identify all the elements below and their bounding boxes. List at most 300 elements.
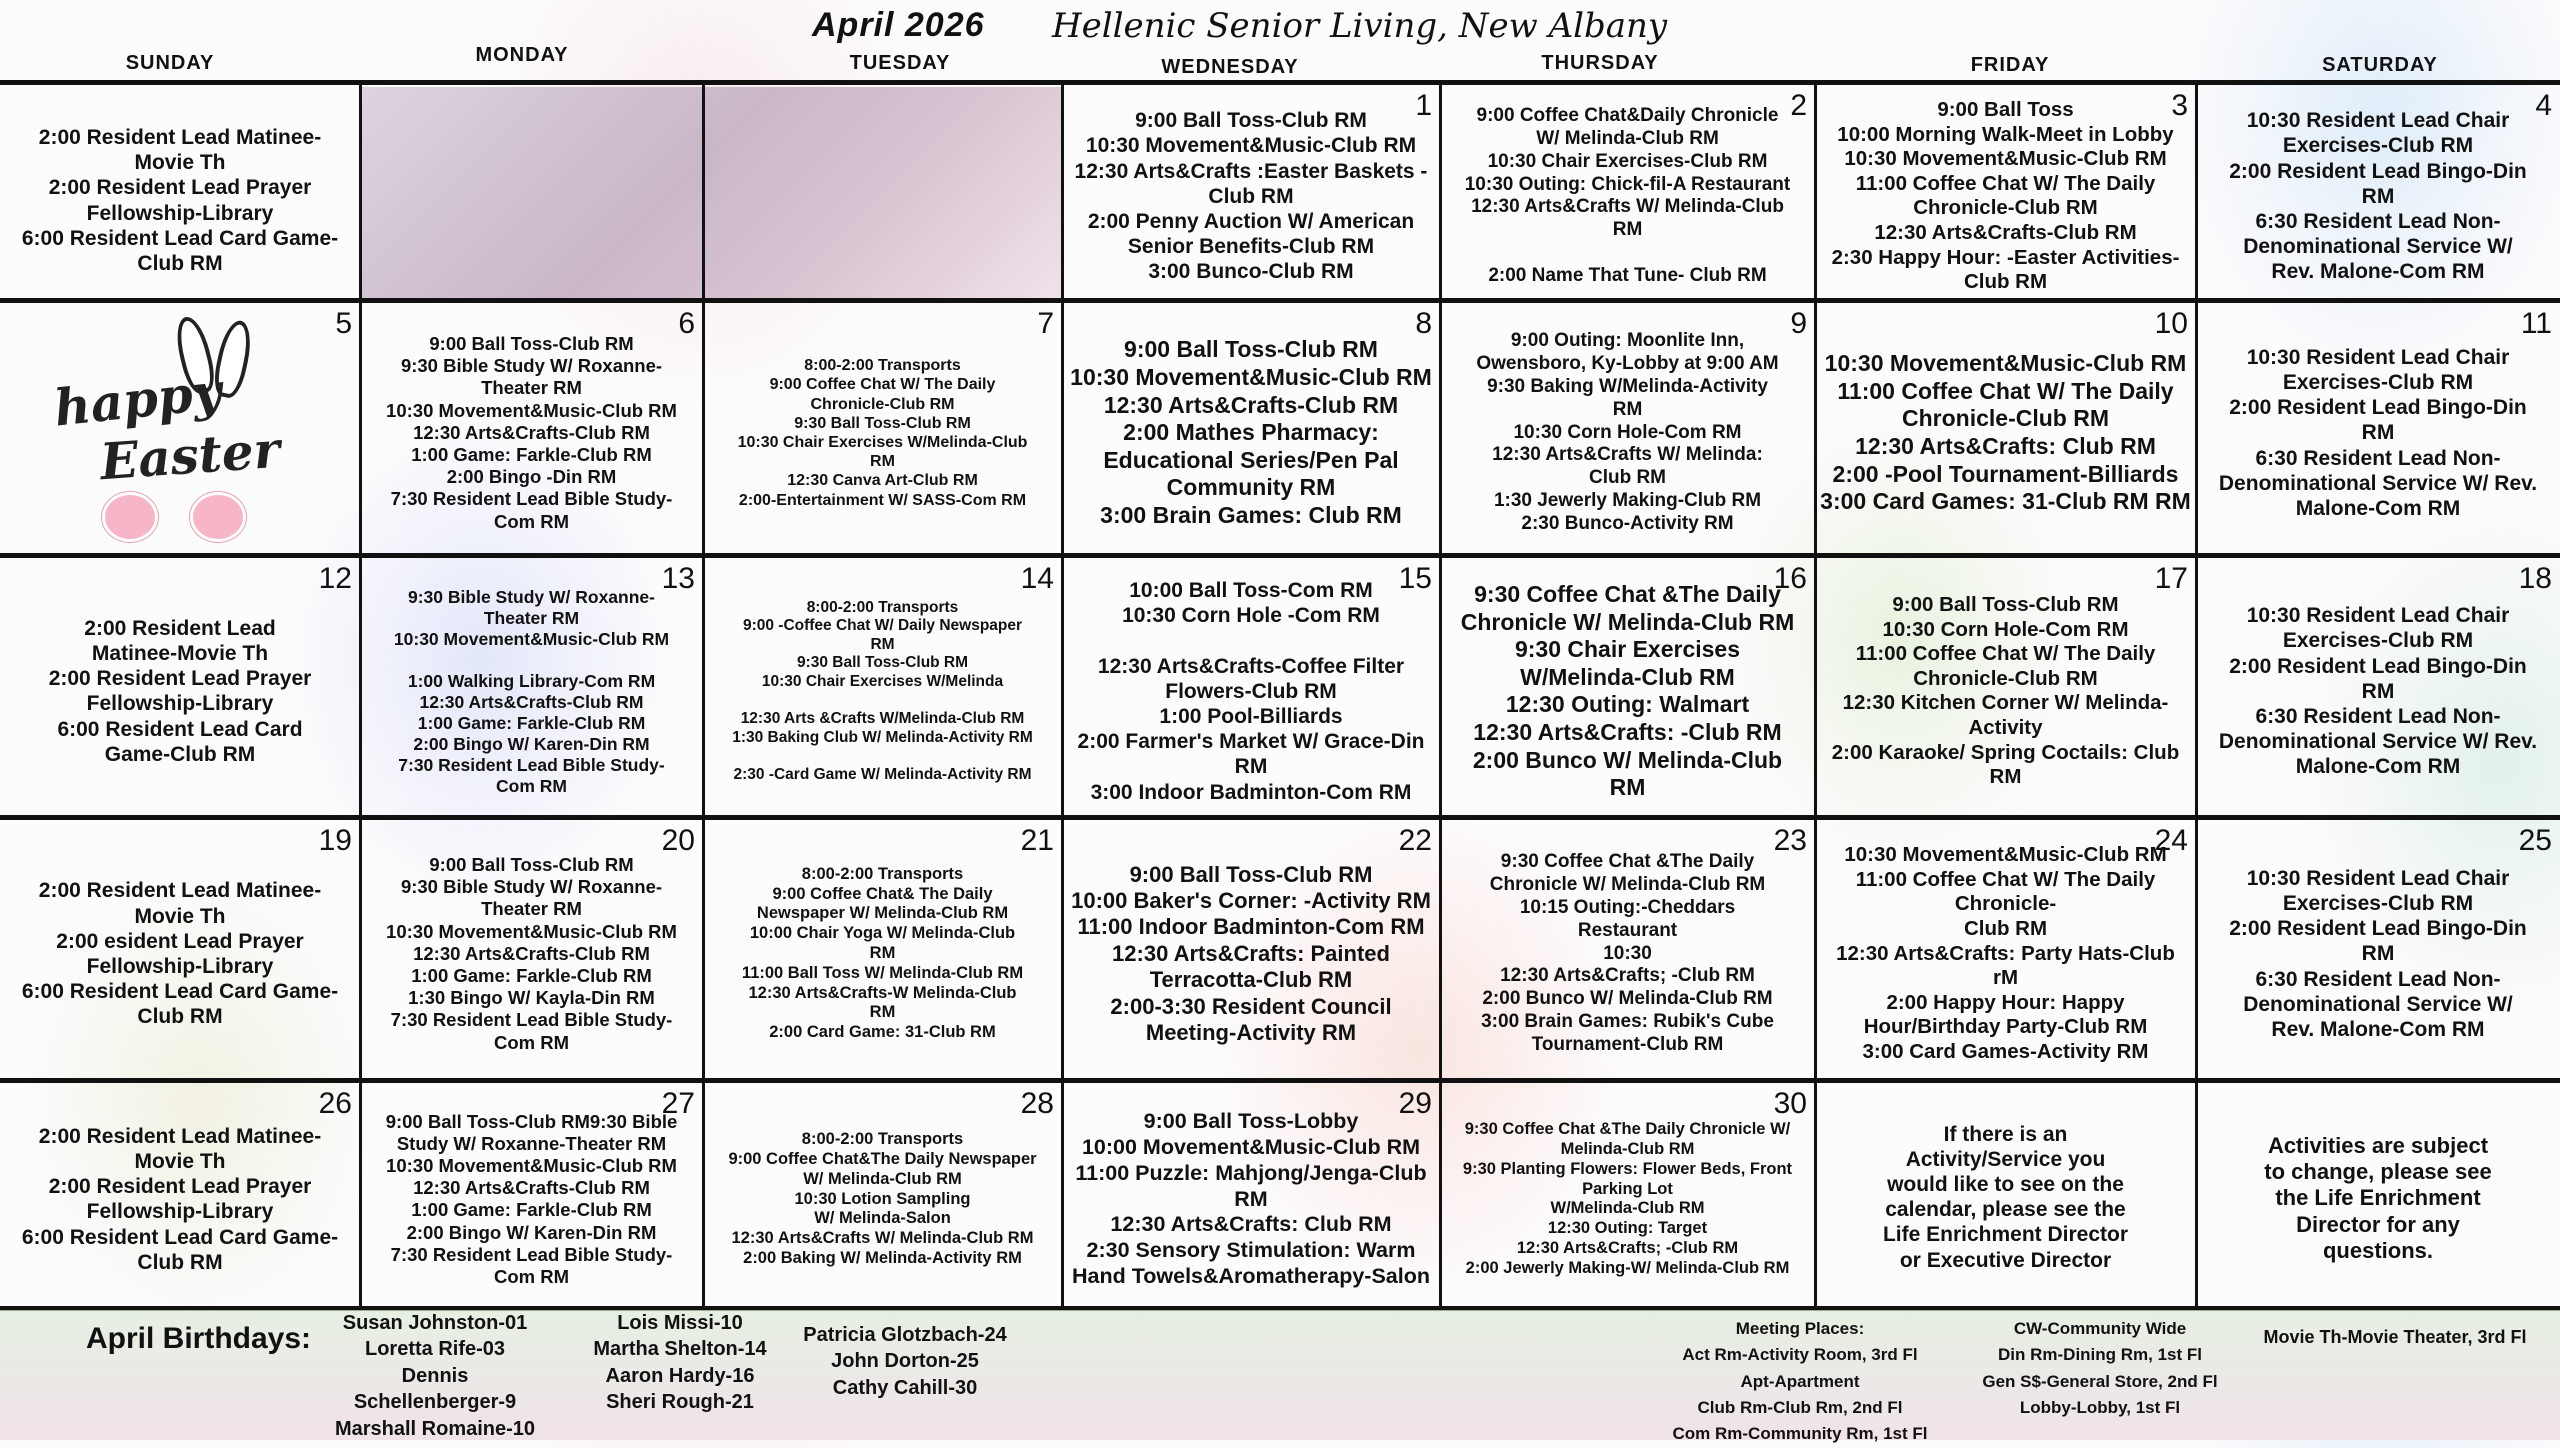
activity-line: 12:30 Arts&Crafts: Club RM	[1110, 1212, 1392, 1237]
activity-line: 9:30 Coffee Chat &The Daily	[1500, 851, 1755, 873]
day-cell-saturday	[2196, 820, 2560, 1080]
activity-line: 9:00 Outing: Moonlite Inn,	[1510, 330, 1745, 352]
day-number: 23	[1773, 824, 1807, 857]
day-cell-saturday	[2196, 303, 2560, 555]
activity-list	[1819, 98, 2192, 295]
activity-line: RM	[1612, 219, 1643, 241]
activity-list	[707, 865, 1058, 1043]
activity-list	[1444, 330, 1811, 535]
activity-line: questions.	[2322, 1238, 2433, 1264]
activity-line: 10:30 Resident Lead Chair	[2246, 604, 2510, 628]
day-number: 8	[1415, 307, 1432, 340]
birthday-entry: Patricia Glotzbach-24	[803, 1324, 1007, 1346]
activity-line: RM	[1612, 398, 1643, 420]
meeting-places-column	[1660, 1316, 1940, 1448]
activity-line: Terracotta-Club RM	[1149, 967, 1353, 993]
activity-line: 10:30 Lotion Sampling	[794, 1189, 971, 1208]
meeting-place-entry: Meeting Places:	[1735, 1319, 1865, 1338]
activity-line: 2:00 Farmer's Market W/ Grace-Din	[1077, 730, 1425, 754]
activity-list	[364, 333, 699, 533]
activity-line: Hand Towels&Aromatherapy-Salon	[1072, 1263, 1430, 1288]
day-cell-monday	[360, 85, 703, 300]
activity-line: Fellowship-Library	[86, 1200, 274, 1224]
day-cell-sunday	[0, 85, 360, 300]
activity-line: 6:00 Resident Lead Card Game-	[21, 980, 339, 1004]
activity-line: RM	[869, 944, 896, 963]
birthdays-column	[790, 1322, 1020, 1401]
day-number: 21	[1020, 824, 1054, 857]
day-number: 30	[1773, 1087, 1807, 1120]
activity-line: 1:00 Pool-Billiards	[1159, 705, 1343, 729]
activity-line: 2:30 Bunco-Activity RM	[1521, 512, 1734, 534]
day-cell-thursday	[1440, 85, 1815, 300]
day-number: 28	[1020, 1087, 1054, 1120]
activity-line: Theater RM	[481, 898, 582, 920]
activity-line: 2:00 -Pool Tournament-Billiards	[1832, 460, 2179, 487]
activity-line: Club RM	[1963, 270, 2048, 294]
day-number: 27	[661, 1087, 695, 1120]
day-number: 22	[1398, 824, 1432, 857]
birthday-entry: Marshall Romaine-10	[334, 1417, 536, 1440]
activity-line: RM	[2361, 942, 2395, 966]
happy-easter-graphic	[50, 316, 290, 546]
day-number: 16	[1773, 562, 1807, 595]
day-cell-wednesday	[1062, 303, 1440, 555]
activity-line: 2:00 Mathes Pharmacy:	[1123, 419, 1379, 446]
activity-line: 10:30 Outing: Chick-fil-A Restaurant	[1464, 173, 1791, 195]
birthday-entry: Cathy Cahill-30	[832, 1376, 978, 1399]
activity-line: 1:30 Jewerly Making-Club RM	[1493, 489, 1762, 511]
meeting-place-entry: Apt-Apartment	[1740, 1371, 1860, 1391]
activity-line: 11:00 Puzzle: Mahjong/Jenga-Club	[1075, 1160, 1427, 1185]
activity-line: 2:30 Sensory Stimulation: Warm	[1086, 1238, 1416, 1263]
activity-line: 1:30 Baking Club W/ Melinda-Activity RM	[732, 728, 1033, 746]
activity-line: 1:30 Bingo W/ Kayla-Din RM	[408, 987, 655, 1009]
activity-line: 6:00 Resident Lead Card Game-	[21, 226, 339, 250]
activity-line: Senior Benefits-Club RM	[1127, 235, 1375, 259]
activity-line: Rev. Malone-Com RM	[2271, 260, 2485, 284]
activity-line: 2:00 Resident Lead Prayer	[48, 176, 312, 200]
activity-line: 9:00 Ball Toss-Club RM	[1129, 861, 1373, 887]
day-cell-friday	[1815, 558, 2196, 817]
activity-line: 1:00 Game: Farkle-Club RM	[411, 444, 652, 466]
day-number: 10	[2154, 307, 2188, 340]
activity-line	[364, 650, 699, 671]
calendar-month: April 2026	[812, 6, 985, 44]
day-number: 1	[1415, 89, 1432, 122]
meeting-place-entry: Com Rm-Community Rm, 1st Fl	[1672, 1424, 1928, 1444]
activity-line: 9:30 Bible Study W/ Roxanne-	[400, 355, 663, 377]
meeting-places-column	[2240, 1324, 2550, 1352]
meeting-place-entry: Lobby-Lobby, 1st Fl	[2019, 1398, 2181, 1418]
calendar-header	[0, 0, 2560, 82]
activity-line: 2:00 Bingo W/ Karen-Din RM	[413, 733, 650, 754]
activity-line: 12:30 Canva Art-Club RM	[787, 472, 978, 490]
activity-line: 2:00 Resident Lead Bingo-Din	[2229, 396, 2527, 420]
activity-line: Activity	[1968, 716, 2043, 740]
activity-line: 9:00 Ball Toss-Club RM	[1892, 593, 2119, 617]
birthday-entry: Dennis Schellenberger-9	[353, 1364, 517, 1414]
activity-list	[1819, 1122, 2192, 1273]
day-number: 20	[661, 824, 695, 857]
activity-line: 11:00 Coffee Chat W/ The Daily	[1855, 171, 2156, 195]
activity-line: 9:30 Planting Flowers: Flower Beds, Front	[1462, 1159, 1793, 1178]
activity-line: W/Melinda-Club RM	[1550, 1199, 1705, 1218]
activity-line: RM	[869, 1003, 896, 1022]
day-number: 26	[318, 1087, 352, 1120]
activity-line	[707, 747, 1058, 766]
birthday-entry: Susan Johnston-01	[342, 1312, 528, 1334]
activity-list	[1066, 862, 1436, 1047]
activity-line: Newspaper W/ Melinda-Club RM	[756, 904, 1009, 923]
day-cell-saturday	[2196, 1083, 2560, 1308]
day-number: 19	[318, 824, 352, 857]
birthday-entry: Loretta Rife-03	[364, 1338, 506, 1361]
activity-line: 9:30 Coffee Chat &The Daily Chronicle W/	[1464, 1120, 1791, 1139]
activity-line: 10:30 Resident Lead Chair	[2246, 345, 2510, 369]
activity-list	[1066, 336, 1436, 529]
activity-line: 2:30 -Card Game W/ Melinda-Activity RM	[733, 765, 1032, 783]
activity-line: Activities are subject	[2267, 1132, 2489, 1158]
day-cell-friday	[1815, 85, 2196, 300]
activity-line: 2:00 esident Lead Prayer	[56, 929, 304, 953]
activity-line: Chronicle-Club RM	[1902, 405, 2109, 432]
activity-line: 2:00 Resident Lead Bingo-Din	[2229, 159, 2527, 183]
activity-line: Com RM	[496, 775, 567, 796]
day-cell-thursday	[1440, 303, 1815, 555]
activity-line: 9:30 Baking W/Melinda-Activity	[1487, 375, 1768, 397]
activity-list	[1066, 108, 1436, 284]
activity-list	[1819, 843, 2192, 1064]
activity-line: 12:30 Arts&Crafts; -Club RM	[1500, 965, 1755, 987]
activity-line: Movie Th	[134, 904, 226, 928]
activity-line: 12:30 Arts&Crafts-Club RM	[413, 1177, 650, 1199]
activity-line: 7:30 Resident Lead Bible Study-	[390, 1009, 673, 1031]
activity-line: Melinda-Club RM	[1560, 1140, 1695, 1159]
activity-line: RM	[2361, 679, 2395, 703]
activity-line: 12:30 Arts&Crafts :Easter Baskets -	[1074, 159, 1428, 183]
activity-line: Chronicle-Club RM	[810, 395, 955, 413]
activity-line: Exercises-Club RM	[2282, 891, 2474, 915]
activity-line: W/Melinda-Club RM	[1520, 663, 1735, 690]
activity-line: W/ Melinda-Club RM	[803, 1169, 962, 1188]
activity-line: 2:00 Resident Lead Prayer	[48, 1175, 312, 1199]
activity-line: Malone-Com RM	[2295, 755, 2461, 779]
activity-line: 9:00 Coffee Chat&The Daily Newspaper	[728, 1149, 1037, 1168]
activity-line: 2:30 Happy Hour: -Easter Activities-	[1831, 245, 2180, 269]
activity-line: Tournament-Club RM	[1531, 1033, 1724, 1055]
activity-line: 12:30 Arts&Crafts W/ Melinda-Club	[1471, 196, 1784, 218]
bunny-foot-icon	[102, 492, 158, 542]
birthday-entry: Aaron Hardy-16	[605, 1364, 755, 1387]
day-number: 24	[2154, 824, 2188, 857]
meeting-place-entry: Movie Th-Movie Theater, 3rd Fl	[2263, 1327, 2527, 1347]
activity-line: 12:30 Arts&Crafts-W Melinda-Club	[748, 983, 1017, 1002]
activity-line: RM	[1234, 1186, 1268, 1211]
activity-line: 12:30 Arts&Crafts-Club RM	[1874, 221, 2137, 245]
meeting-places-column	[1960, 1316, 2240, 1421]
meeting-place-entry: Gen S$-General Store, 2nd Fl	[1982, 1371, 2218, 1391]
activity-line: 12:30 Kitchen Corner W/ Melinda-	[1842, 691, 2169, 715]
activity-line: W/ Melinda-Club RM	[1536, 128, 1719, 150]
day-cell-monday	[360, 558, 703, 817]
activity-line: rM	[1992, 966, 2019, 990]
activity-line: Chronicle W/ Melinda-Club RM	[1489, 874, 1766, 896]
happy-text: happy	[51, 361, 225, 438]
activity-line: calendar, please see the	[1885, 1198, 2126, 1222]
activity-line: or Executive Director	[1899, 1248, 2112, 1272]
activity-line: 9:00 Ball Toss-Club RM9:30 Bible	[385, 1110, 678, 1132]
activity-line: 10:30 Movement&Music-Club RM	[386, 399, 677, 421]
activity-list	[707, 356, 1058, 510]
activity-line: 7:30 Resident Lead Bible Study-	[390, 488, 673, 510]
dow-tuesday: TUESDAY	[849, 52, 951, 74]
activity-line: Exercises-Club RM	[2282, 629, 2474, 653]
day-cell-thursday	[1440, 558, 1815, 817]
activity-list	[1819, 350, 2192, 516]
day-number: 2	[1790, 89, 1807, 122]
activity-line: 2:00 Resident Lead Prayer	[48, 667, 312, 691]
activity-line: 12:30 Arts&Crafts W/ Melinda-Club RM	[731, 1229, 1034, 1248]
activity-line: Malone-Com RM	[2295, 496, 2461, 520]
birthday-entry: Sheri Rough-21	[606, 1391, 754, 1414]
activity-line: RM	[2361, 421, 2395, 445]
activity-line: Club RM	[1963, 917, 2048, 941]
activity-line: Matinee-Movie Th	[91, 642, 269, 666]
activity-line: 12:30 Arts&Crafts: Club RM	[1855, 432, 2156, 459]
meeting-place-entry: Club Rm-Club Rm, 2nd Fl	[1697, 1398, 1903, 1418]
activity-line: 2:00 Happy Hour: Happy	[1886, 990, 2125, 1014]
day-number: 7	[1037, 307, 1054, 340]
activity-line: would like to see on the	[1887, 1173, 2124, 1197]
activity-line: 2:00 Resident Lead	[84, 616, 276, 640]
activity-line: 10:00 Ball Toss-Com RM	[1129, 579, 1373, 603]
activity-line: Fellowship-Library	[86, 692, 274, 716]
activity-list	[1819, 593, 2192, 790]
activity-line: 6:30 Resident Lead Non-	[2255, 210, 2501, 234]
activity-line: 6:00 Resident Lead Card	[57, 717, 303, 741]
activity-line: 10:30 Movement&Music-Club RM	[1824, 350, 2187, 377]
activity-list	[2200, 1133, 2556, 1265]
activity-line: Chronicle-Club RM	[1913, 666, 2098, 690]
activity-line: 1:00 Game: Farkle-Club RM	[411, 1199, 652, 1221]
activity-line: 9:00 Ball Toss-Club RM	[1135, 109, 1367, 133]
day-cell-saturday	[2196, 85, 2560, 300]
dow-sunday: SUNDAY	[125, 52, 215, 74]
activity-line: RM	[1234, 755, 1268, 779]
activity-line: 12:30 Arts&Crafts-Club RM	[419, 691, 644, 712]
activity-line: 9:30 Chair Exercises	[1514, 636, 1741, 663]
activity-line: 10:30	[1603, 942, 1652, 964]
activity-line: 12:30 Arts&Crafts W/ Melinda:	[1492, 444, 1763, 466]
activity-line: 9:00 Coffee Chat W/ The Daily	[769, 376, 996, 394]
activity-line: 12:30 Arts&Crafts-Club RM	[413, 421, 650, 443]
activity-line: RM	[870, 453, 895, 471]
activity-list	[364, 854, 699, 1054]
activity-line: If there is an	[1943, 1122, 2068, 1146]
activity-list	[2200, 108, 2556, 284]
activity-line: 11:00 Coffee Chat W/ The Daily	[1855, 642, 2156, 666]
activity-list	[1444, 105, 1811, 287]
activity-line: 6:00 Resident Lead Card Game-	[21, 1225, 339, 1249]
activity-line: 12:30 Arts&Crafts: Party Hats-Club	[1836, 941, 2175, 965]
dow-friday: FRIDAY	[1970, 54, 2050, 76]
activity-line: 11:00 Coffee Chat W/ The Daily	[1837, 377, 2174, 404]
activity-line: RM	[1989, 765, 2022, 789]
activity-line: Director for any	[2296, 1211, 2460, 1237]
day-cell-sunday	[0, 558, 360, 817]
activity-line: 10:30 Corn Hole-Com RM	[1513, 421, 1742, 443]
day-cell-monday	[360, 820, 703, 1080]
bunny-foot-icon	[190, 492, 246, 542]
activity-line: 12:30 Outing: Target	[1547, 1219, 1708, 1238]
activity-line: 2:00 Bunco W/ Melinda-Club	[1472, 746, 1783, 773]
activity-line: Denominational Service W/ Rev.	[2218, 730, 2538, 754]
day-cell-tuesday	[703, 85, 1062, 300]
activity-line: 10:30 Corn Hole -Com RM	[1122, 604, 1380, 628]
day-cell-tuesday	[703, 820, 1062, 1080]
day-number: 12	[318, 562, 352, 595]
activity-line	[1066, 628, 1436, 653]
dow-thursday: THURSDAY	[1541, 52, 1659, 74]
day-number: 9	[1790, 307, 1807, 340]
activity-line: 10:30 Chair Exercises W/Melinda	[761, 672, 1004, 690]
activity-list	[4, 125, 356, 276]
activity-line	[1444, 242, 1811, 265]
activity-line: Game-Club RM	[104, 742, 256, 766]
day-cell-tuesday	[703, 558, 1062, 817]
day-cell-thursday	[1440, 820, 1815, 1080]
day-cell-wednesday	[1062, 85, 1440, 300]
activity-line: 10:00 Chair Yoga W/ Melinda-Club	[749, 924, 1016, 943]
meeting-place-entry: CW-Community Wide	[2013, 1319, 2187, 1338]
activity-line: 10:30 Movement&Music-Club RM	[1085, 134, 1417, 158]
activity-line: to change, please see	[2264, 1158, 2492, 1184]
activity-line: 6:30 Resident Lead Non-	[2255, 705, 2501, 729]
activity-line: 2:00 Resident Lead Matinee-	[38, 879, 322, 903]
activity-line: 9:30 Coffee Chat &The Daily	[1474, 581, 1781, 608]
activity-line: 12:30 Arts&Crafts-Club RM	[1103, 391, 1399, 418]
day-number: 6	[678, 307, 695, 340]
activity-line: 1:00 Game: Farkle-Club RM	[417, 712, 646, 733]
activity-line: W/ Melinda-Salon	[814, 1209, 951, 1228]
day-cell-wednesday	[1062, 820, 1440, 1080]
activity-line: 2:00 Penny Auction W/ American	[1087, 210, 1415, 234]
dow-wednesday: WEDNESDAY	[1161, 56, 1299, 78]
activity-line: 10:00 Morning Walk-Meet in Lobby	[1837, 122, 2174, 146]
birthdays-column	[330, 1310, 540, 1442]
activity-line: Chronicle W/ Melinda-Club RM	[1460, 608, 1795, 635]
activity-line: 2:00 Card Game: 31-Club RM	[769, 1023, 996, 1042]
activity-line: 2:00 Bingo W/ Karen-Din RM	[406, 1221, 657, 1243]
activity-line: 12:30 Arts&Crafts: Painted	[1112, 940, 1390, 966]
activity-list	[2200, 603, 2556, 779]
activity-line: Club RM	[137, 1250, 223, 1274]
activity-line: 9:30 Ball Toss-Club RM	[796, 654, 969, 672]
activity-line: 10:30 Resident Lead Chair	[2246, 109, 2510, 133]
activity-line: Community RM	[1166, 474, 1336, 501]
day-number: 18	[2518, 562, 2552, 595]
activity-line: 10:30 Movement&Music-Club RM	[1844, 843, 2167, 867]
activity-line: 9:00 Ball Toss-Club RM	[1124, 336, 1378, 363]
activity-list	[4, 616, 356, 767]
activity-line: 6:30 Resident Lead Non-	[2255, 967, 2501, 991]
activity-line: 10:30 Chair Exercises-Club RM	[1487, 150, 1768, 172]
activity-line: 10:00 Movement&Music-Club RM	[1081, 1134, 1421, 1159]
activity-line: 3:00 Bunco-Club RM	[1148, 260, 1354, 284]
dow-monday: MONDAY	[475, 44, 569, 66]
activity-line: 2:00 Resident Lead Matinee-	[38, 1124, 322, 1148]
activity-line: 8:00-2:00 Transports	[801, 864, 964, 883]
activity-line: 8:00-2:00 Transports	[801, 1130, 964, 1149]
activity-line: 12:30 Arts &Crafts W/Melinda-Club RM	[740, 710, 1025, 728]
activity-line: RM	[2361, 184, 2395, 208]
community-title: Hellenic Senior Living, New Albany	[1052, 6, 1668, 46]
activity-line: 2:00 Karaoke/ Spring Coctails: Club	[1831, 740, 2180, 764]
activity-line: Denominational Service W/	[2243, 992, 2513, 1016]
day-cell-friday	[1815, 1083, 2196, 1308]
activity-line: 9:00 Coffee Chat& The Daily	[772, 884, 993, 903]
meeting-place-entry: Din Rm-Dining Rm, 1st Fl	[1998, 1345, 2202, 1365]
activity-line: Exercises-Club RM	[2282, 134, 2474, 158]
day-number: 13	[661, 562, 695, 595]
activity-line: 12:30 Arts&Crafts-Club RM	[413, 942, 650, 964]
day-number: 3	[2171, 89, 2188, 122]
day-number: 11	[2520, 307, 2552, 340]
activity-line: 2:00 Bingo -Din RM	[446, 466, 617, 488]
activity-line: Chronicle-Club RM	[1913, 196, 2098, 220]
activity-line: the Life Enrichment	[2275, 1185, 2481, 1211]
birthdays-column	[575, 1310, 785, 1416]
activity-line: 9:00 Ball Toss-Club RM	[429, 333, 634, 355]
day-cell-friday	[1815, 820, 2196, 1080]
activity-line: Denominational Service W/ Rev.	[2218, 471, 2538, 495]
activity-line: Denominational Service W/	[2243, 235, 2513, 259]
activity-list	[2200, 866, 2556, 1042]
activity-line: 10:15 Outing:-Cheddars	[1519, 896, 1736, 918]
activity-line: 10:30 Resident Lead Chair	[2246, 866, 2510, 890]
day-number: 15	[1398, 562, 1432, 595]
day-number: 4	[2535, 89, 2552, 122]
day-cell-tuesday	[703, 303, 1062, 555]
activity-line: 6:30 Resident Lead Non-	[2255, 446, 2501, 470]
day-cell-tuesday	[703, 1083, 1062, 1308]
activity-line: Educational Series/Pen Pal	[1103, 446, 1399, 473]
activity-line: Owensboro, Ky-Lobby at 9:00 AM	[1476, 353, 1779, 375]
birthday-entry: Martha Shelton-14	[593, 1338, 767, 1361]
activity-line: Movie Th	[134, 151, 226, 175]
activity-line: Theater RM	[483, 607, 580, 628]
activity-line: 9:00 Ball Toss	[1937, 98, 2074, 122]
birthday-entry: Lois Missi-10	[617, 1312, 743, 1334]
activity-list	[707, 1130, 1058, 1269]
activity-line: Life Enrichment Director	[1882, 1223, 2129, 1247]
activity-line: Rev. Malone-Com RM	[2271, 1017, 2485, 1041]
day-cell-wednesday	[1062, 558, 1440, 817]
day-cell-monday	[360, 1083, 703, 1308]
birthday-entry: John Dorton-25	[831, 1350, 979, 1373]
activity-line: 2:00-Entertainment W/ SASS-Com RM	[738, 491, 1027, 509]
day-number: 14	[1020, 562, 1054, 595]
activity-line: 1:00 Game: Farkle-Club RM	[411, 965, 652, 987]
day-cell-wednesday	[1062, 1083, 1440, 1308]
activity-line: Fellowship-Library	[86, 201, 274, 225]
activity-line: 12:30 Arts&Crafts: -Club RM	[1473, 719, 1782, 746]
activity-line: 10:30 Corn Hole-Com RM	[1882, 617, 2129, 641]
activity-line: 2:00 Bunco W/ Melinda-Club RM	[1482, 988, 1773, 1010]
day-number: 17	[2154, 562, 2188, 595]
day-number: 5	[335, 307, 352, 340]
